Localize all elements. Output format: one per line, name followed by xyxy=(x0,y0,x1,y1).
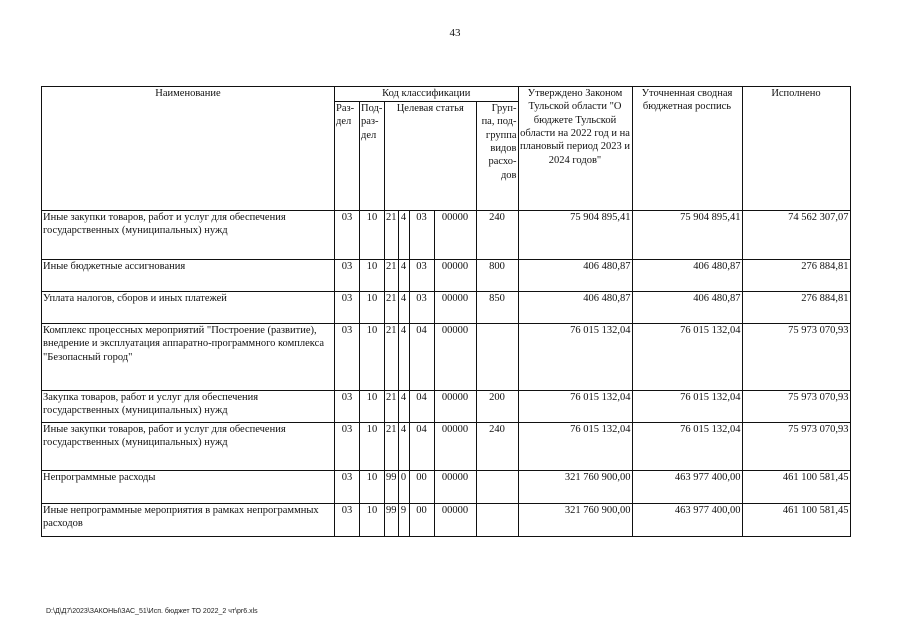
file-path-footer: D:\Д\Д7\2023\ЗАКОНЫ\ЗАС_51\Исп. бюджет ТО 2022_2 чт\pr6.xls xyxy=(46,608,258,615)
row-expense-group: 240 xyxy=(476,423,518,471)
row-program: 21 xyxy=(385,292,399,324)
row-event: 00 xyxy=(409,471,434,504)
row-subsection: 10 xyxy=(360,423,385,471)
row-program: 21 xyxy=(385,211,399,260)
table-row xyxy=(42,423,851,471)
row-program: 21 xyxy=(385,260,399,292)
row-name: Закупка товаров, работ и услуг для обеспечения государственных (муниципальных) нужд xyxy=(42,391,335,423)
header-refined: Уточненная сводная бюджетная роспись xyxy=(632,87,742,211)
row-section: 03 xyxy=(335,391,360,423)
row-program: 99 xyxy=(385,504,399,537)
row-approved: 321 760 900,00 xyxy=(518,471,632,504)
row-executed: 75 973 070,93 xyxy=(742,423,850,471)
row-section: 03 xyxy=(335,324,360,391)
header-executed: Исполнено xyxy=(742,87,850,211)
row-program: 21 xyxy=(385,391,399,423)
row-name: Уплата налогов, сборов и иных платежей xyxy=(42,292,335,324)
row-direction: 00000 xyxy=(434,292,476,324)
row-subsection: 10 xyxy=(360,504,385,537)
row-subsection: 10 xyxy=(360,292,385,324)
row-subprogram: 4 xyxy=(398,423,409,471)
row-subsection: 10 xyxy=(360,211,385,260)
row-subprogram: 0 xyxy=(398,471,409,504)
row-refined: 75 904 895,41 xyxy=(632,211,742,260)
row-approved: 75 904 895,41 xyxy=(518,211,632,260)
row-expense-group: 850 xyxy=(476,292,518,324)
row-subprogram: 9 xyxy=(398,504,409,537)
page-number: 43 xyxy=(449,27,461,39)
header-subsection: Под- раз- дел xyxy=(360,102,385,211)
row-refined: 76 015 132,04 xyxy=(632,324,742,391)
row-direction: 00000 xyxy=(434,391,476,423)
row-event: 04 xyxy=(409,324,434,391)
row-expense-group: 800 xyxy=(476,260,518,292)
row-name: Непрограммные расходы xyxy=(42,471,335,504)
header-name: Наименование xyxy=(42,87,335,211)
table-row xyxy=(42,292,851,324)
row-section: 03 xyxy=(335,260,360,292)
table-row xyxy=(42,211,851,260)
row-event: 00 xyxy=(409,504,434,537)
row-executed: 461 100 581,45 xyxy=(742,504,850,537)
row-executed: 276 884,81 xyxy=(742,260,850,292)
row-refined: 406 480,87 xyxy=(632,260,742,292)
header-classification-code: Код классификации xyxy=(335,87,519,102)
row-executed: 75 973 070,93 xyxy=(742,324,850,391)
row-event: 04 xyxy=(409,423,434,471)
row-approved: 76 015 132,04 xyxy=(518,324,632,391)
row-subprogram: 4 xyxy=(398,324,409,391)
row-program: 99 xyxy=(385,471,399,504)
table-row xyxy=(42,471,851,504)
row-subsection: 10 xyxy=(360,324,385,391)
row-executed: 461 100 581,45 xyxy=(742,471,850,504)
row-direction: 00000 xyxy=(434,423,476,471)
row-section: 03 xyxy=(335,292,360,324)
row-direction: 00000 xyxy=(434,471,476,504)
row-approved: 76 015 132,04 xyxy=(518,391,632,423)
row-name: Иные непрограммные мероприятия в рамках непрограммных расходов xyxy=(42,504,335,537)
row-approved: 406 480,87 xyxy=(518,260,632,292)
row-refined: 463 977 400,00 xyxy=(632,471,742,504)
table-row xyxy=(42,324,851,391)
row-direction: 00000 xyxy=(434,504,476,537)
row-name: Иные закупки товаров, работ и услуг для обеспечения государственных (муниципальных) нужд xyxy=(42,423,335,471)
row-expense-group xyxy=(476,324,518,391)
row-section: 03 xyxy=(335,504,360,537)
row-executed: 276 884,81 xyxy=(742,292,850,324)
row-executed: 74 562 307,07 xyxy=(742,211,850,260)
row-executed: 75 973 070,93 xyxy=(742,391,850,423)
table-row xyxy=(42,391,851,423)
row-refined: 76 015 132,04 xyxy=(632,391,742,423)
row-approved: 321 760 900,00 xyxy=(518,504,632,537)
budget-table xyxy=(41,86,851,537)
row-expense-group xyxy=(476,471,518,504)
row-section: 03 xyxy=(335,211,360,260)
header-expense-group: Груп- па, под- группа видов расхо- дов xyxy=(476,102,518,211)
row-event: 03 xyxy=(409,292,434,324)
row-expense-group xyxy=(476,504,518,537)
row-subsection: 10 xyxy=(360,471,385,504)
row-expense-group: 200 xyxy=(476,391,518,423)
row-event: 03 xyxy=(409,260,434,292)
row-refined: 406 480,87 xyxy=(632,292,742,324)
row-direction: 00000 xyxy=(434,324,476,391)
row-subprogram: 4 xyxy=(398,391,409,423)
row-section: 03 xyxy=(335,471,360,504)
row-name: Иные бюджетные ассигнования xyxy=(42,260,335,292)
row-subprogram: 4 xyxy=(398,292,409,324)
row-approved: 406 480,87 xyxy=(518,292,632,324)
header-section: Раз- дел xyxy=(335,102,360,211)
table-row xyxy=(42,260,851,292)
row-subsection: 10 xyxy=(360,391,385,423)
row-program: 21 xyxy=(385,324,399,391)
row-program: 21 xyxy=(385,423,399,471)
row-expense-group: 240 xyxy=(476,211,518,260)
row-refined: 463 977 400,00 xyxy=(632,504,742,537)
header-approved: Утверждено Законом Тульской области "О бюджете Тульской области на 2022 год и на плановый период 2023 и 2024 годов" xyxy=(518,87,632,211)
row-approved: 76 015 132,04 xyxy=(518,423,632,471)
row-event: 04 xyxy=(409,391,434,423)
row-subprogram: 4 xyxy=(398,260,409,292)
row-refined: 76 015 132,04 xyxy=(632,423,742,471)
row-direction: 00000 xyxy=(434,211,476,260)
row-name: Комплекс процессных мероприятий "Построение (развитие), внедрение и эксплуатация аппаратно-программного комплекса "Безопасный город" xyxy=(42,324,335,391)
row-name: Иные закупки товаров, работ и услуг для обеспечения государственных (муниципальных) нужд xyxy=(42,211,335,260)
table-row xyxy=(42,504,851,537)
row-event: 03 xyxy=(409,211,434,260)
row-section: 03 xyxy=(335,423,360,471)
row-subsection: 10 xyxy=(360,260,385,292)
header-target-article: Целевая статья xyxy=(385,102,477,211)
row-direction: 00000 xyxy=(434,260,476,292)
row-subprogram: 4 xyxy=(398,211,409,260)
